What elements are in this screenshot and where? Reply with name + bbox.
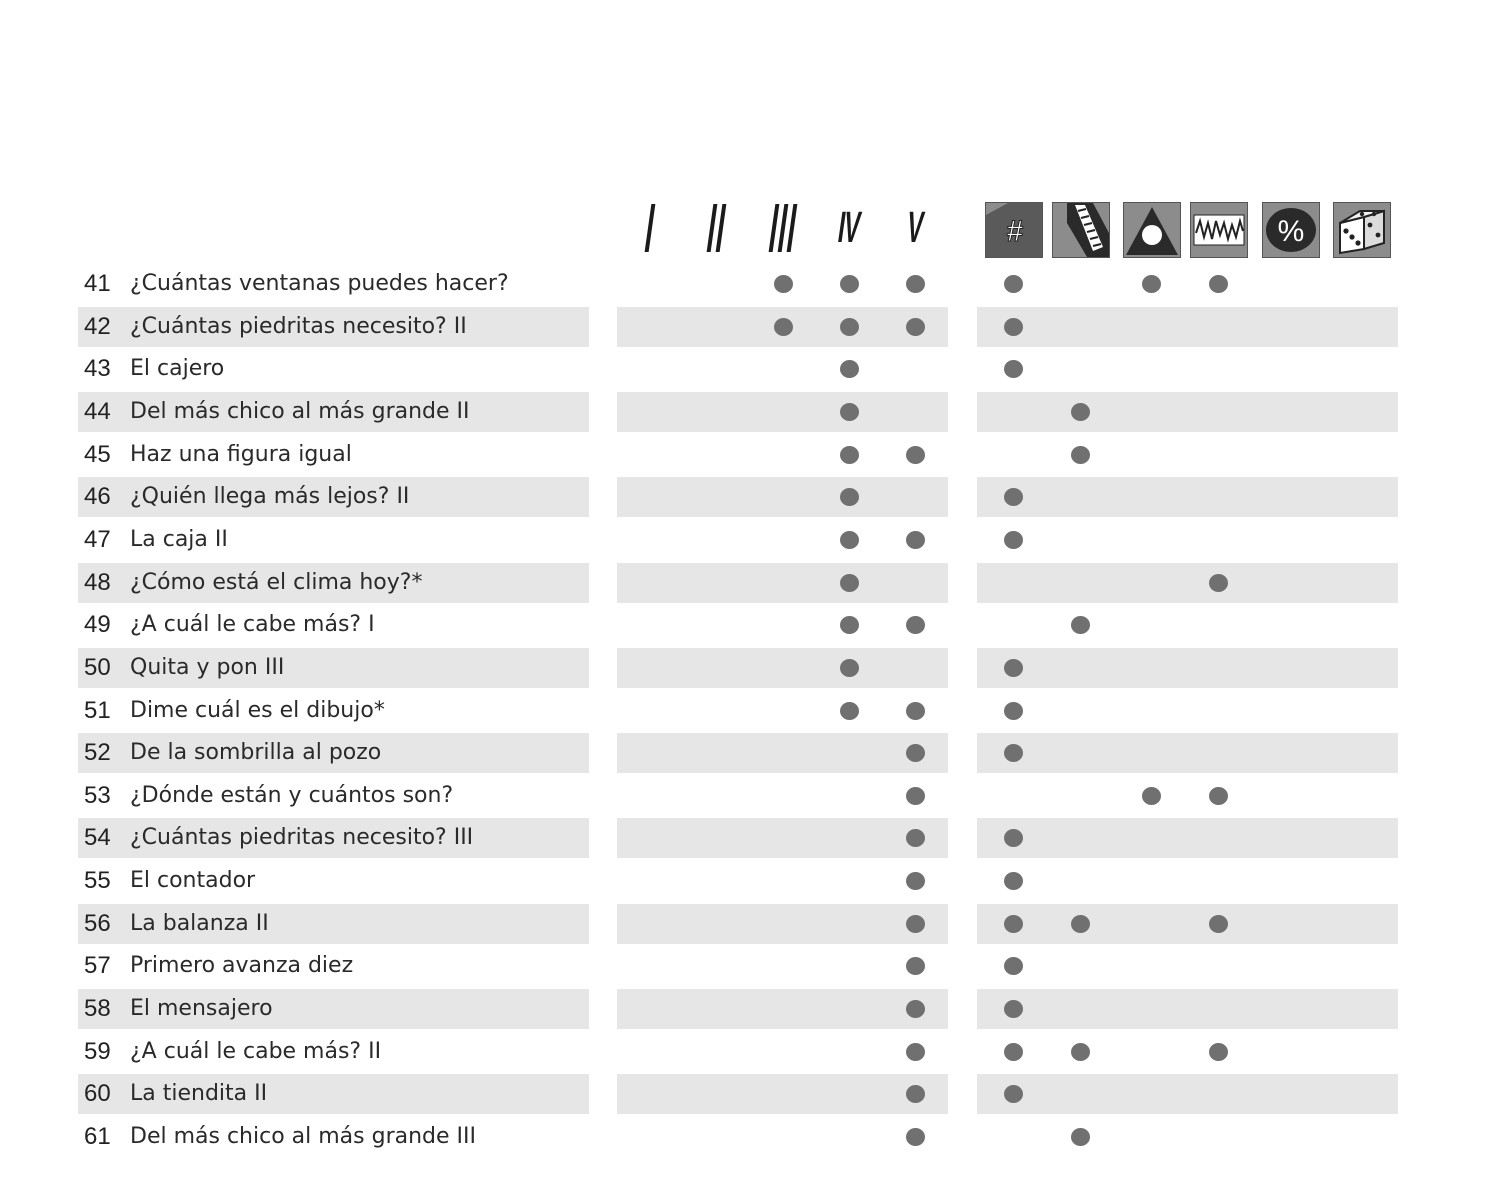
axis-dot-hash-numbers bbox=[1004, 318, 1023, 336]
activity-number: 59 bbox=[84, 1037, 111, 1065]
grade-header-iii bbox=[750, 200, 816, 256]
activity-title: De la sombrilla al pozo bbox=[130, 740, 382, 766]
row-shading bbox=[617, 563, 948, 603]
table-row bbox=[0, 563, 1497, 603]
activity-number: 45 bbox=[84, 440, 111, 468]
activity-number: 50 bbox=[84, 653, 111, 681]
axis-dot-hash-numbers bbox=[1004, 1085, 1023, 1103]
percent-icon bbox=[1262, 202, 1320, 258]
table-row bbox=[0, 435, 1497, 475]
activity-title: La tiendita II bbox=[130, 1081, 268, 1107]
table-row bbox=[0, 349, 1497, 389]
grade-bars-icon bbox=[645, 204, 656, 252]
activity-number: 46 bbox=[84, 483, 111, 511]
activity-number: 47 bbox=[84, 525, 111, 553]
row-shading bbox=[617, 477, 948, 517]
triangle-circle-geometry-icon bbox=[1123, 202, 1181, 258]
grade-dot-v bbox=[906, 787, 925, 805]
table-row bbox=[0, 733, 1497, 773]
row-shading bbox=[977, 648, 1398, 688]
table-row bbox=[0, 989, 1497, 1029]
activity-number: 49 bbox=[84, 611, 111, 639]
row-shading bbox=[617, 818, 948, 858]
activity-number: 41 bbox=[84, 270, 111, 297]
grade-dot-iv bbox=[840, 574, 859, 592]
grade-dot-iv bbox=[840, 616, 859, 634]
table-row bbox=[0, 1117, 1497, 1157]
row-shading bbox=[977, 989, 1398, 1029]
axis-dot-zigzag-processes bbox=[1209, 787, 1228, 805]
row-shading bbox=[977, 477, 1398, 517]
zigzag-processes-icon bbox=[1190, 202, 1248, 258]
activity-title: Quita y pon III bbox=[130, 654, 285, 680]
table-row bbox=[0, 1032, 1497, 1072]
activity-title: Primero avanza diez bbox=[130, 953, 354, 979]
table-row bbox=[0, 776, 1497, 816]
activity-title: El contador bbox=[130, 868, 256, 894]
grade-bars-icon bbox=[706, 204, 726, 252]
activity-title: La caja II bbox=[130, 526, 228, 552]
axis-dot-hash-numbers bbox=[1004, 659, 1023, 677]
grade-dot-v bbox=[906, 744, 925, 762]
activity-title: El mensajero bbox=[130, 996, 273, 1022]
axis-dot-measuring-tape bbox=[1071, 403, 1090, 421]
row-shading bbox=[977, 392, 1398, 432]
activity-title: ¿Quién llega más lejos? II bbox=[130, 484, 410, 510]
grade-dot-iii bbox=[774, 275, 793, 293]
activity-number: 51 bbox=[84, 696, 111, 724]
row-shading bbox=[617, 904, 948, 944]
table-row bbox=[0, 307, 1497, 347]
grade-dot-v bbox=[906, 1085, 925, 1103]
activity-number: 42 bbox=[84, 312, 111, 340]
axis-dot-hash-numbers bbox=[1004, 829, 1023, 847]
activity-title: ¿Cuántas ventanas puedes hacer? bbox=[130, 271, 509, 296]
row-shading bbox=[617, 1074, 948, 1114]
grade-dot-iv bbox=[840, 702, 859, 720]
grade-dot-iv bbox=[840, 403, 859, 421]
grade-bars-icon bbox=[769, 204, 798, 252]
activity-title: Haz una figura igual bbox=[130, 441, 352, 467]
axis-dot-hash-numbers bbox=[1004, 531, 1023, 549]
activity-number: 56 bbox=[84, 909, 111, 937]
activity-number: 55 bbox=[84, 867, 111, 895]
table-row bbox=[0, 818, 1497, 858]
table-row bbox=[0, 1074, 1497, 1114]
table-row bbox=[0, 264, 1497, 304]
grade-bars-icon: IV bbox=[835, 203, 863, 252]
svg-text:%: % bbox=[1277, 215, 1305, 248]
row-shading bbox=[977, 818, 1398, 858]
grade-bars-icon: V bbox=[904, 203, 927, 252]
table-row bbox=[0, 520, 1497, 560]
row-shading bbox=[617, 733, 948, 773]
grade-dot-iii bbox=[774, 318, 793, 336]
table-row bbox=[0, 648, 1497, 688]
activity-title: ¿Cómo está el clima hoy?* bbox=[130, 569, 423, 595]
row-shading bbox=[977, 563, 1398, 603]
grade-header-iv bbox=[816, 200, 882, 256]
axis-dot-zigzag-processes bbox=[1209, 915, 1228, 933]
activity-number: 54 bbox=[84, 824, 111, 852]
activity-title: Del más chico al más grande II bbox=[130, 398, 470, 424]
axis-dot-hash-numbers bbox=[1004, 957, 1023, 975]
measuring-tape-icon bbox=[1052, 202, 1110, 258]
axis-dot-hash-numbers bbox=[1004, 702, 1023, 720]
axis-dot-measuring-tape bbox=[1071, 616, 1090, 634]
row-shading bbox=[617, 392, 948, 432]
table-row bbox=[0, 477, 1497, 517]
table-row bbox=[0, 946, 1497, 986]
axis-dot-hash-numbers bbox=[1004, 915, 1023, 933]
grade-dot-iv bbox=[840, 318, 859, 336]
grade-dot-iv bbox=[840, 531, 859, 549]
row-shading bbox=[977, 1074, 1398, 1114]
activity-title: ¿A cuál le cabe más? I bbox=[130, 612, 375, 638]
activity-title: Dime cuál es el dibujo* bbox=[130, 697, 385, 723]
svg-text:#: # bbox=[1006, 215, 1024, 248]
grade-dot-iv bbox=[840, 659, 859, 677]
grade-header-i bbox=[617, 200, 683, 256]
table-row bbox=[0, 861, 1497, 901]
axis-dot-hash-numbers bbox=[1004, 360, 1023, 378]
activity-number: 52 bbox=[84, 739, 111, 767]
axis-dot-measuring-tape bbox=[1071, 446, 1090, 464]
row-shading bbox=[977, 904, 1398, 944]
activity-title: ¿Cuántas piedritas necesito? II bbox=[130, 313, 467, 339]
table-row bbox=[0, 904, 1497, 944]
activity-number: 44 bbox=[84, 397, 111, 425]
dice-icon bbox=[1333, 202, 1391, 258]
grade-dot-v bbox=[906, 915, 925, 933]
row-shading bbox=[617, 989, 948, 1029]
axis-dot-measuring-tape bbox=[1071, 1128, 1090, 1146]
axis-dot-hash-numbers bbox=[1004, 1043, 1023, 1061]
activity-number: 53 bbox=[84, 781, 111, 809]
activity-number: 58 bbox=[84, 995, 111, 1023]
axis-dot-triangle-circle-geometry bbox=[1142, 275, 1161, 293]
grade-dot-v bbox=[906, 872, 925, 890]
grade-header-v bbox=[882, 200, 948, 256]
activity-number: 48 bbox=[84, 568, 111, 596]
grade-dot-v bbox=[906, 1128, 925, 1146]
grade-dot-v bbox=[906, 275, 925, 293]
grade-dot-v bbox=[906, 702, 925, 720]
table-row bbox=[0, 605, 1497, 645]
row-shading bbox=[977, 733, 1398, 773]
activity-title: El cajero bbox=[130, 356, 225, 382]
grade-dot-v bbox=[906, 1043, 925, 1061]
grade-dot-v bbox=[906, 1000, 925, 1018]
activity-number: 61 bbox=[84, 1123, 111, 1150]
hash-numbers-icon bbox=[985, 202, 1043, 258]
grade-dot-v bbox=[906, 957, 925, 975]
grade-dot-v bbox=[906, 829, 925, 847]
axis-dot-measuring-tape bbox=[1071, 1043, 1090, 1061]
grade-dot-iv bbox=[840, 446, 859, 464]
activity-title: ¿Cuántas piedritas necesito? III bbox=[130, 825, 474, 851]
activity-title: ¿Dónde están y cuántos son? bbox=[130, 782, 454, 808]
axis-dot-zigzag-processes bbox=[1209, 1043, 1228, 1061]
axis-dot-zigzag-processes bbox=[1209, 275, 1228, 293]
axis-dot-hash-numbers bbox=[1004, 872, 1023, 890]
grade-dot-v bbox=[906, 318, 925, 336]
grade-dot-v bbox=[906, 531, 925, 549]
grade-dot-iv bbox=[840, 360, 859, 378]
activity-number: 43 bbox=[84, 355, 111, 383]
table-row bbox=[0, 691, 1497, 731]
axis-dot-hash-numbers bbox=[1004, 1000, 1023, 1018]
activity-title: La balanza II bbox=[130, 910, 269, 936]
grade-dot-v bbox=[906, 616, 925, 634]
grade-dot-iv bbox=[840, 488, 859, 506]
grade-header-ii bbox=[683, 200, 749, 256]
axis-dot-measuring-tape bbox=[1071, 915, 1090, 933]
row-shading bbox=[977, 307, 1398, 347]
activity-title: Del más chico al más grande III bbox=[130, 1124, 476, 1149]
activity-title: ¿A cuál le cabe más? II bbox=[130, 1038, 382, 1064]
grade-dot-iv bbox=[840, 275, 859, 293]
activity-number: 60 bbox=[84, 1080, 111, 1108]
axis-dot-hash-numbers bbox=[1004, 488, 1023, 506]
axis-dot-hash-numbers bbox=[1004, 275, 1023, 293]
axis-dot-zigzag-processes bbox=[1209, 574, 1228, 592]
activity-number: 57 bbox=[84, 952, 111, 980]
grade-dot-v bbox=[906, 446, 925, 464]
row-shading bbox=[617, 648, 948, 688]
axis-dot-triangle-circle-geometry bbox=[1142, 787, 1161, 805]
table-row bbox=[0, 392, 1497, 432]
axis-dot-hash-numbers bbox=[1004, 744, 1023, 762]
